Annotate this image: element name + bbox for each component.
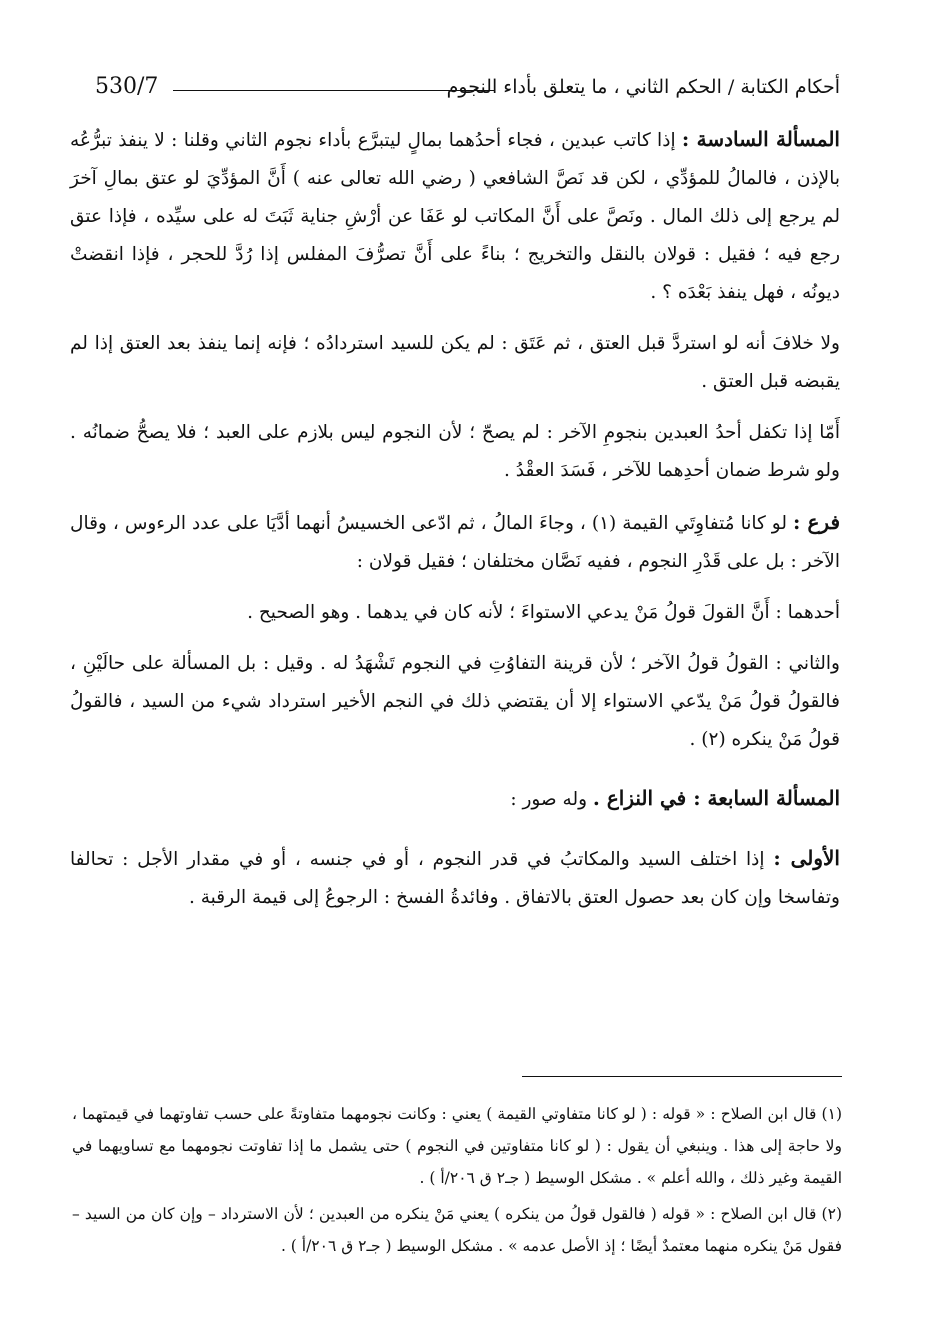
paragraph — [70, 414, 840, 490]
page-number: 530/7 — [95, 74, 159, 99]
paragraph-text: لو كانا مُتفاوِتَي القيمة (١) ، وجاءَ المالُ ، ثم ادّعى الخسيسُ أنهما أدَّيَا على عدد الرءوس ، وقال الآخر : بل على قَدْرِ النجوم ، ففيه نَصَّان مختلفان ؛ فقيل قولان : — [70, 513, 840, 572]
paragraph — [70, 594, 840, 632]
paragraph-lead: الأولى : — [773, 846, 840, 870]
paragraph-lead: المسألة السادسة : — [681, 127, 840, 151]
section-heading-issue-seven — [70, 779, 840, 819]
paragraph — [70, 325, 840, 401]
header-rule — [173, 90, 495, 91]
section-heading: المسألة السابعة : في النزاع . — [592, 786, 840, 810]
section-heading-note: وله صور : — [510, 789, 593, 810]
footnote-1: (١) قال ابن الصلاح : « قوله : ( لو كانا متفاوتي القيمة ) يعني : وكانت نجومهما متفاوتةً على حسب تفاوتهما في قيمتهما ، ولا حاجة إلى هذا . وينبغي أن يقول : ( لو كانا متفاوتين في النجوم ) حتى يشمل ما إذا تفاوتت نجومهما مع تساويهما في القيمة وغير ذلك ، والله أعلم » . مشكل الوسيط ( جـ٢ ق ٢٠٦/أ ) . — [72, 1105, 842, 1187]
footnote-separator — [522, 1076, 842, 1077]
footnotes — [72, 1098, 842, 1266]
paragraph-issue-six — [70, 120, 840, 312]
footnote-2: (٢) قال ابن الصلاح : « قوله ( فالقول قولُ من ينكره ) يعني مَنْ ينكره من العبدين ؛ لأن الاسترداد – وإن كان من السيد – فقول مَنْ ينكره منهما معتمدٌ أيضًا ؛ إذ الأصل عدمه » . مشكل الوسيط ( جـ٢ ق ٢٠٦/أ ) . — [72, 1205, 842, 1255]
running-header — [95, 72, 840, 106]
paragraph-first-case — [70, 839, 840, 917]
paragraph-text: والثاني : القولُ قولُ الآخر ؛ لأن قرينة التفاوُتِ في النجوم تَشْهَدُ له . وقيل : بل المسألة على حالَيْنِ ، فالقولُ قولُ مَنْ يدّعي الاستواء إلا أن يقتضي ذلك في النجم الأخير استرداد شيء من السيد ، فالقولُ قولُ مَنْ ينكره (٢) . — [70, 653, 840, 750]
paragraph-text: إذا كاتب عبدين ، فجاء أحدُهما بمالٍ ليتبرَّع بأداء نجوم الثاني وقلنا : لا ينفذ تبرُّعُه بالإذن ، فالمالُ للمؤدِّي ، لكن قد نَصَّ الشافعي ( رضي الله تعالى عنه ) أَنَّ المؤدِّيَ لو عتق بمالِ آخرَ لم يرجع إلى ذلك المال . ونَصَّ على أَنَّ المكاتب لو عَفَا عن أرْشِ جناية ثَبَتَ له على سيِّده ، فإذا عتق رجع فيه ؛ فقيل : قولان بالنقل والتخريج ؛ بناءً على أَنَّ تصرُّفَ المفلس إذا رُدَّ للحجر ، فإذا انقضتْ ديونُه ، فهل ينفذ بَعْدَه ؟ . — [70, 130, 840, 303]
main-text — [70, 120, 840, 930]
paragraph-text: أَمّا إذا تكفل أحدُ العبدين بنجومِ الآخر : لم يصحّ ؛ لأن النجوم ليس بلازم على العبد ؛ فلا يصحُّ ضمانُه . ولو شرط ضمان أحدِهما للآخر ، فَسَدَ العقْدُ . — [70, 422, 840, 481]
running-title: أحكام الكتابة / الحكم الثاني ، ما يتعلق بأداء النجوم — [446, 76, 840, 98]
paragraph-lead: فرع : — [793, 510, 840, 534]
paragraph-text: أحدهما : أَنَّ القولَ قولُ مَنْ يدعي الاستواءَ ؛ لأنه كان في يدهما . وهو الصحيح . — [247, 602, 840, 623]
paragraph-branch — [70, 503, 840, 581]
paragraph-text: إذا اختلف السيد والمكاتبُ في قدر النجوم ، أو في جنسه ، أو في مقدار الأجل : تحالفا وتفاسخا وإن كان بعد حصول العتق بالاتفاق . وفائدةُ الفسخ : الرجوعُ إلى قيمة الرقبة . — [70, 849, 840, 908]
paragraph — [70, 645, 840, 759]
paragraph-text: ولا خلافَ أنه لو استردَّ قبل العتق ، ثم عَتَق : لم يكن للسيد استردادُه ؛ فإنه إنما ينفذ بعد العتق إذا لم يقبضه قبل العتق . — [70, 333, 840, 392]
